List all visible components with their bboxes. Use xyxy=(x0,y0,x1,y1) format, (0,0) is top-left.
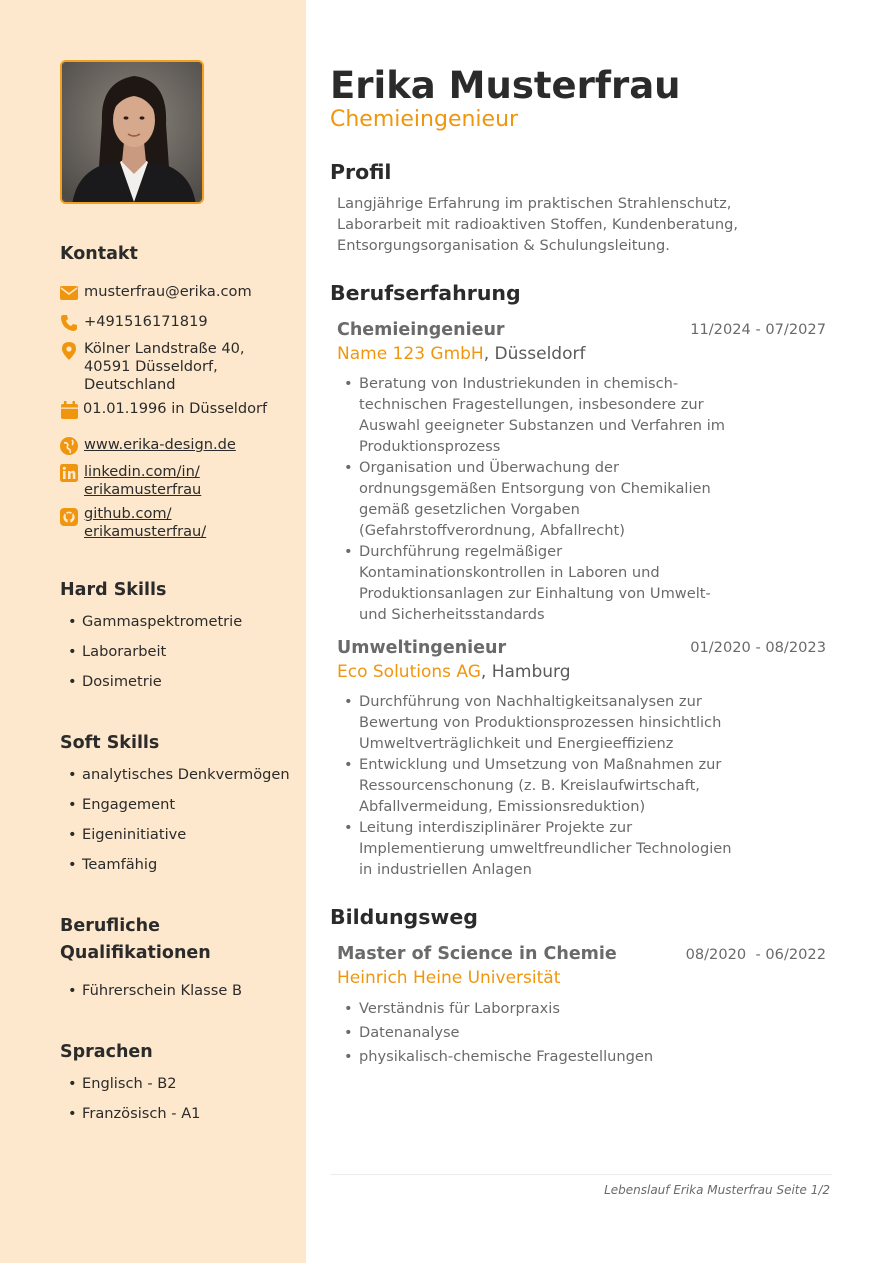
list-item: • Dosimetrie xyxy=(68,673,162,691)
phone-icon xyxy=(60,314,78,332)
education-date: 08/2020 - 06/2022 xyxy=(685,946,826,963)
profile-heading: Profil xyxy=(330,160,392,184)
footer-divider xyxy=(330,1174,832,1175)
list-item: • Führerschein Klasse B xyxy=(68,982,242,1000)
list-item: • Laborarbeit xyxy=(68,643,166,661)
list-item: • Eigeninitiative xyxy=(68,826,186,844)
contact-birth xyxy=(60,400,290,420)
portrait-image xyxy=(62,62,204,204)
list-item: • Datenanalyse xyxy=(344,1022,460,1043)
list-item: • physikalisch-chemische Fragestellungen xyxy=(344,1046,653,1067)
hard-skills-heading: Hard Skills xyxy=(60,580,167,600)
profile-text: Langjährige Erfahrung im praktischen Strahlenschutz, Laborarbeit mit radioaktiven Stoffen, Kundenberatung, Entsorgungsorganisation & Schulungsleitung. xyxy=(337,195,738,254)
address-line-3: Deutschland xyxy=(84,376,176,393)
location-pin-icon xyxy=(60,342,78,360)
contact-phone-text: +491516171819 xyxy=(84,313,208,330)
calendar-icon xyxy=(60,401,78,419)
contact-email-text: musterfrau@erika.com xyxy=(84,283,252,300)
envelope-icon xyxy=(60,284,78,302)
experience-heading: Berufserfahrung xyxy=(330,281,521,305)
contact-address xyxy=(60,340,290,396)
contact-github[interactable] xyxy=(60,505,290,543)
job-company: Name 123 GmbH, Düsseldorf xyxy=(337,344,586,364)
contact-website[interactable] xyxy=(60,436,290,456)
job-date: 11/2024 - 07/2027 xyxy=(690,321,826,338)
github-link-line-1[interactable]: github.com/ xyxy=(84,505,172,522)
list-item: • Engagement xyxy=(68,796,175,814)
contact-email[interactable] xyxy=(60,283,290,303)
list-item: • Englisch - B2 xyxy=(68,1075,177,1093)
website-link[interactable]: www.erika-design.de xyxy=(84,436,236,453)
list-item: • Entwicklung und Umsetzung von Maßnahmen zur Ressourcenschonung (z. B. Kreislaufwirtschaft, Abfallvermeidung, Emissionsreduktion) xyxy=(344,754,721,817)
linkedin-link-line-1[interactable]: linkedin.com/in/ xyxy=(84,463,200,480)
education-heading: Bildungsweg xyxy=(330,905,478,929)
list-item: • Durchführung regelmäßiger Kontaminationskontrollen in Laboren und Produktionsanlagen zur Einhaltung von Umwelt- und Sicherheitsstandards xyxy=(344,541,711,625)
page-footer: Lebenslauf Erika Musterfrau Seite 1/2 xyxy=(604,1183,830,1197)
qualifications-heading-line-2: Qualifikationen xyxy=(60,943,211,963)
list-item: • Französisch - A1 xyxy=(68,1105,200,1123)
list-item: • Teamfähig xyxy=(68,856,157,874)
contact-linkedin[interactable] xyxy=(60,463,290,501)
job-date: 01/2020 - 08/2023 xyxy=(690,639,826,656)
contact-phone[interactable] xyxy=(60,313,290,333)
main-content xyxy=(306,0,893,1263)
address-line-1: Kölner Landstraße 40, xyxy=(84,340,245,357)
list-item: • Durchführung von Nachhaltigkeitsanalysen zur Bewertung von Produktionsprozessen hinsichtlich Umweltverträglichkeit und Energieeffizienz xyxy=(344,691,721,754)
list-item: • Verständnis für Laborpraxis xyxy=(344,998,560,1019)
github-icon xyxy=(60,508,78,526)
list-item: • Beratung von Industriekunden in chemisch- technischen Fragestellungen, insbesondere zur Auswahl geeigneter Substanzen und Verfahren im Produktionsprozess xyxy=(344,373,725,457)
contact-heading: Kontakt xyxy=(60,244,138,264)
qualifications-heading-line-1: Berufliche xyxy=(60,916,160,936)
globe-icon xyxy=(60,437,78,455)
languages-heading: Sprachen xyxy=(60,1042,153,1062)
person-name: Erika Musterfrau xyxy=(330,64,681,107)
address-line-2: 40591 Düsseldorf, xyxy=(84,358,218,375)
soft-skills-heading: Soft Skills xyxy=(60,733,160,753)
person-title: Chemieingenieur xyxy=(330,107,519,132)
contact-birth-text: 01.01.1996 in Düsseldorf xyxy=(83,400,268,417)
list-item: • Gammaspektrometrie xyxy=(68,613,242,631)
job-title: Chemieingenieur xyxy=(337,320,505,340)
list-item: • analytisches Denkvermögen xyxy=(68,766,290,784)
list-item: • Organisation und Überwachung der ordnungsgemäßen Entsorgung von Chemikalien gemäß gesetzlichen Vorgaben (Gefahrstoffverordnung, Abfallrecht) xyxy=(344,457,711,541)
job-title: Umweltingenieur xyxy=(337,638,507,658)
list-item: • Leitung interdisziplinärer Projekte zur Implementierung umweltfreundlicher Technologien in industriellen Anlagen xyxy=(344,817,732,880)
linkedin-icon xyxy=(60,464,78,482)
job-company: Eco Solutions AG, Hamburg xyxy=(337,662,571,682)
degree-title: Master of Science in Chemie xyxy=(337,944,617,964)
education-school: Heinrich Heine Universität xyxy=(337,968,561,988)
github-link-line-2[interactable]: erikamusterfrau/ xyxy=(84,523,207,540)
linkedin-link-line-2[interactable]: erikamusterfrau xyxy=(84,481,202,498)
profile-photo xyxy=(60,60,204,204)
